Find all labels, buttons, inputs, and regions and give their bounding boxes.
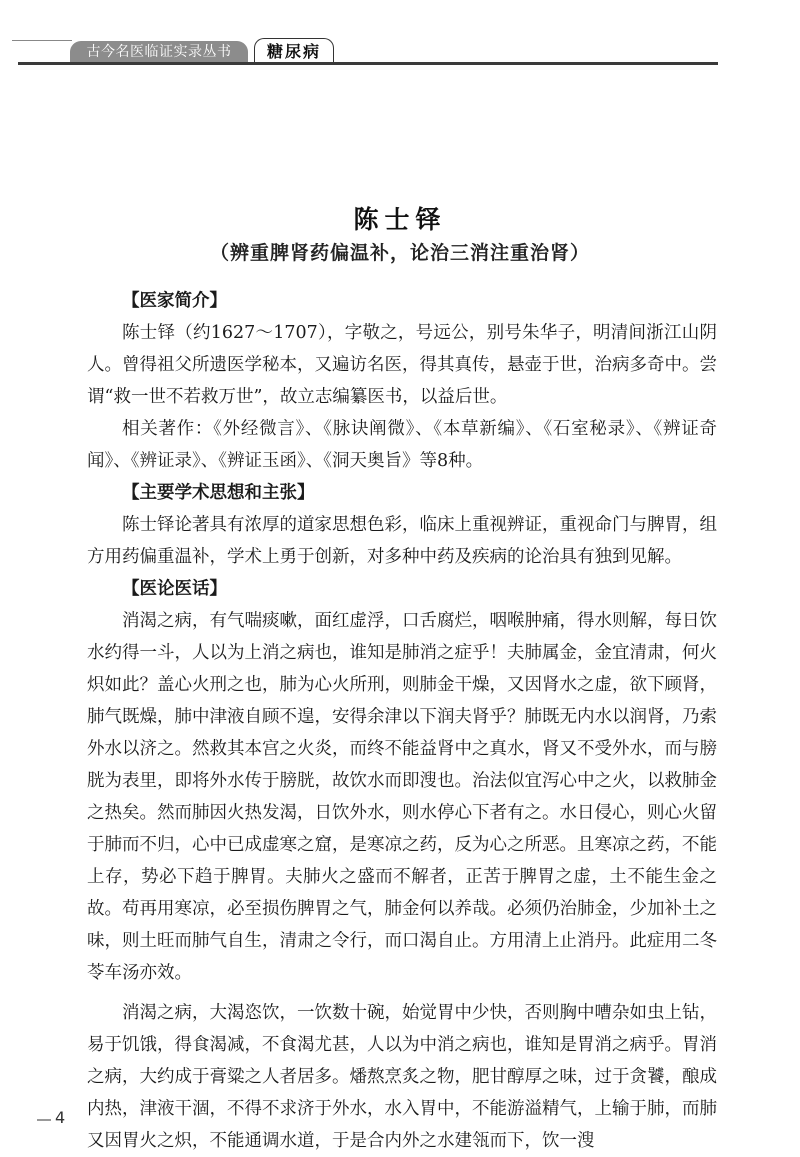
page-number: 4: [55, 1108, 66, 1127]
section-heading-thought: 【主要学术思想和主张】: [122, 483, 315, 503]
paragraph-talk-2: 消渴之病，大渴恣饮，一饮数十碗，始觉胃中少快，否则胸中嘈杂如虫上钻，易于饥饿，得食渴减，不食渴尤甚，人以为中消之病也，谁知是胃消之病乎。胃消之病，大约成于膏粱之人者居多。燔熬烹炙之物，肥甘醇厚之味，过于贪饕，酿成内热，津液干涸，不得不求济于外水，水入胃中，不能游溢精气，上输于肺，而肺又因胃火之炽，不能通调水道，于是合内外之水建瓴而下，饮一溲: [87, 1003, 717, 1151]
section-heading-intro: 【医家简介】: [122, 291, 227, 311]
main-text: [87, 285, 717, 1157]
paragraph-intro-2: 相关著作：《外经微言》、《脉诀阐微》、《本草新编》、《石室秘录》、《辨证奇闻》、《辨证录》、《辨证玉函》、《洞天奥旨》等8种。: [87, 419, 717, 471]
paragraph-thought-1: 陈士铎论著具有浓厚的道家思想色彩，临床上重视辨证，重视命门与脾胃，组方用药偏重温补，学术上勇于创新，对多种中药及疾病的论治具有独到见解。: [87, 515, 717, 567]
paragraph-intro-1: 陈士铎（约1627～1707），字敬之，号远公，别号朱华子，明清间浙江山阴人。曾得祖父所遗医学秘本，又遍访名医，得其真传，悬壶于世，治病多奇中。尝谓“救一世不若救万世”，故立志编纂医书，以益后世。: [87, 323, 717, 407]
series-tab: 古今名医临证实录丛书: [70, 41, 248, 63]
section-heading-talk: 【医论医话】: [122, 579, 227, 599]
paragraph-talk-1: 消渴之病，有气喘痰嗽，面红虚浮，口舌腐烂，咽喉肿痛，得水则解，每日饮水约得一斗，人以为上消之病也，谁知是肺消之症乎！夫肺属金，金宜清肃，何火炽如此？盖心火刑之也，肺为心火所刑，则肺金干燥，又因肾水之虚，欲下顾肾，肺气既燥，肺中津液自顾不遑，安得余津以下润夫肾乎？肺既无内水以润肾，乃索外水以济之。然救其本宫之火炎，而终不能益肾中之真水，肾又不受外水，而与膀胱为表里，即将外水传于膀胱，故饮水而即溲也。治法似宜泻心中之火，以救肺金之热矣。然而肺因火热发渴，日饮外水，则水停心下者有之。水日侵心，则心火留于肺而不归，心中已成虚寒之窟，是寒凉之药，反为心之所恶。且寒凉之药，不能上存，势必下趋于脾胃。夫肺火之盛而不解者，正苦于脾胃之虚，土不能生金之故。苟再用寒凉，必至损伤脾胃之气，肺金何以养哉。必须仍治肺金，少加补土之味，则土旺而肺气自生，清肃之令行，而口渴自止。方用清上止消丹。此症用二冬苓车汤亦效。: [87, 611, 717, 983]
page-subtitle: （辨重脾肾药偏温补，论治三消注重治肾）: [209, 242, 590, 264]
page-title: 陈士铎: [353, 205, 447, 234]
topic-tab: 糖尿病: [254, 38, 334, 65]
header-rule-short: [12, 40, 72, 41]
header-rule: [18, 62, 718, 65]
